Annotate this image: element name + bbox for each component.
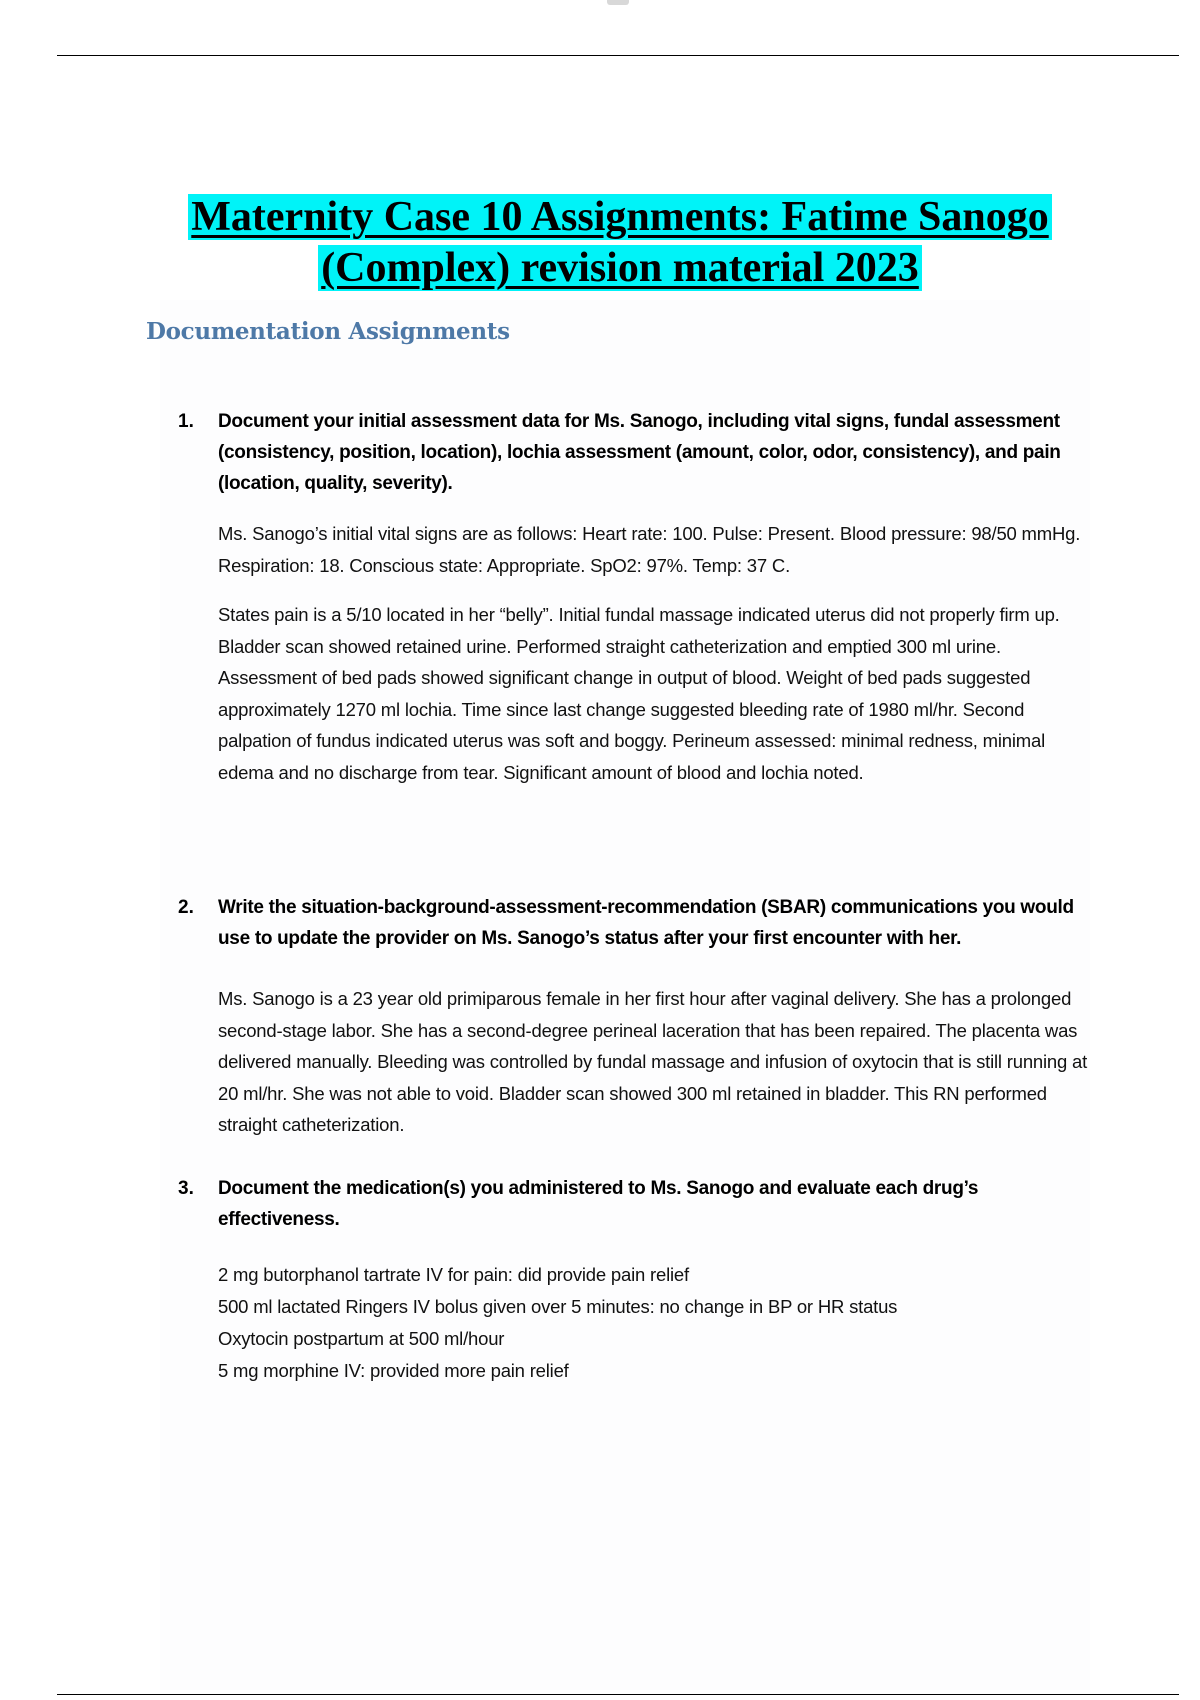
question-number: 1. bbox=[178, 411, 194, 432]
answer bbox=[218, 518, 1098, 788]
medication-item: 5 mg morphine IV: provided more pain relief bbox=[218, 1360, 569, 1381]
answer-paragraph: Ms. Sanogo’s initial vital signs are as follows: Heart rate: 100. Pulse: Present. Blood pressure: 98/50 mmHg. Respiration: 18. Conscious state: Appropriate. SpO2: 97%. Temp: 37 C. bbox=[218, 523, 1081, 576]
question-2 bbox=[178, 892, 1098, 1141]
question-number: 3. bbox=[178, 1178, 194, 1199]
medication-item: 500 ml lactated Ringers IV bolus given over 5 minutes: no change in BP or HR status bbox=[218, 1296, 898, 1317]
question-prompt: Write the situation-background-assessment-recommendation (SBAR) communications you would use to update the provider on Ms. Sanogo’s status after your first encounter with her. bbox=[218, 897, 1074, 949]
medication-item: Oxytocin postpartum at 500 ml/hour bbox=[218, 1328, 505, 1349]
question-3 bbox=[178, 1173, 1098, 1387]
page-top-mark bbox=[607, 0, 629, 5]
medication-list bbox=[218, 1259, 1098, 1387]
medication-item: 2 mg butorphanol tartrate IV for pain: did provide pain relief bbox=[218, 1264, 689, 1285]
question-number: 2. bbox=[178, 897, 194, 918]
answer-paragraph: States pain is a 5/10 located in her “belly”. Initial fundal massage indicated uterus did not properly firm up. Bladder scan showed retained urine. Performed straight catheterization and emptied 300 ml urine. Assessment of bed pads showed significant change in output of blood. Weight of bed pads suggested approximately 1270 ml lochia. Time since last change suggested bleeding rate of 1980 ml/hr. Second palpation of fundus indicated uterus was soft and boggy. Perineum assessed: minimal redness, minimal edema and no discharge from tear. Significant amount of blood and lochia noted. bbox=[218, 604, 1060, 783]
answer-paragraph: Ms. Sanogo is a 23 year old primiparous female in her first hour after vaginal delivery. She has a prolonged second-stage labor. She has a second-degree perineal laceration that has been repaired. The placenta was delivered manually. Bleeding was controlled by fundal massage and infusion of oxytocin that is still running at 20 ml/hr. She was not able to void. Bladder scan showed 300 ml retained in bladder. This RN performed straight catheterization. bbox=[218, 988, 1088, 1135]
document-title bbox=[0, 192, 1200, 294]
question-1 bbox=[178, 406, 1098, 788]
question-prompt: Document the medication(s) you administered to Ms. Sanogo and evaluate each drug’s effectiveness. bbox=[218, 1178, 979, 1230]
title-line-2: (Complex) revision material 2023 bbox=[318, 245, 922, 291]
title-line-1: Maternity Case 10 Assignments: Fatime Sanogo bbox=[188, 194, 1051, 240]
answer bbox=[218, 983, 1098, 1141]
section-heading: Documentation Assignments bbox=[146, 318, 510, 345]
header-rule bbox=[57, 55, 1179, 56]
footer-rule bbox=[57, 1694, 1179, 1695]
question-prompt: Document your initial assessment data for Ms. Sanogo, including vital signs, fundal assessment (consistency, position, location), lochia assessment (amount, color, odor, consistency), and pain (location, quality, severity). bbox=[218, 411, 1061, 494]
